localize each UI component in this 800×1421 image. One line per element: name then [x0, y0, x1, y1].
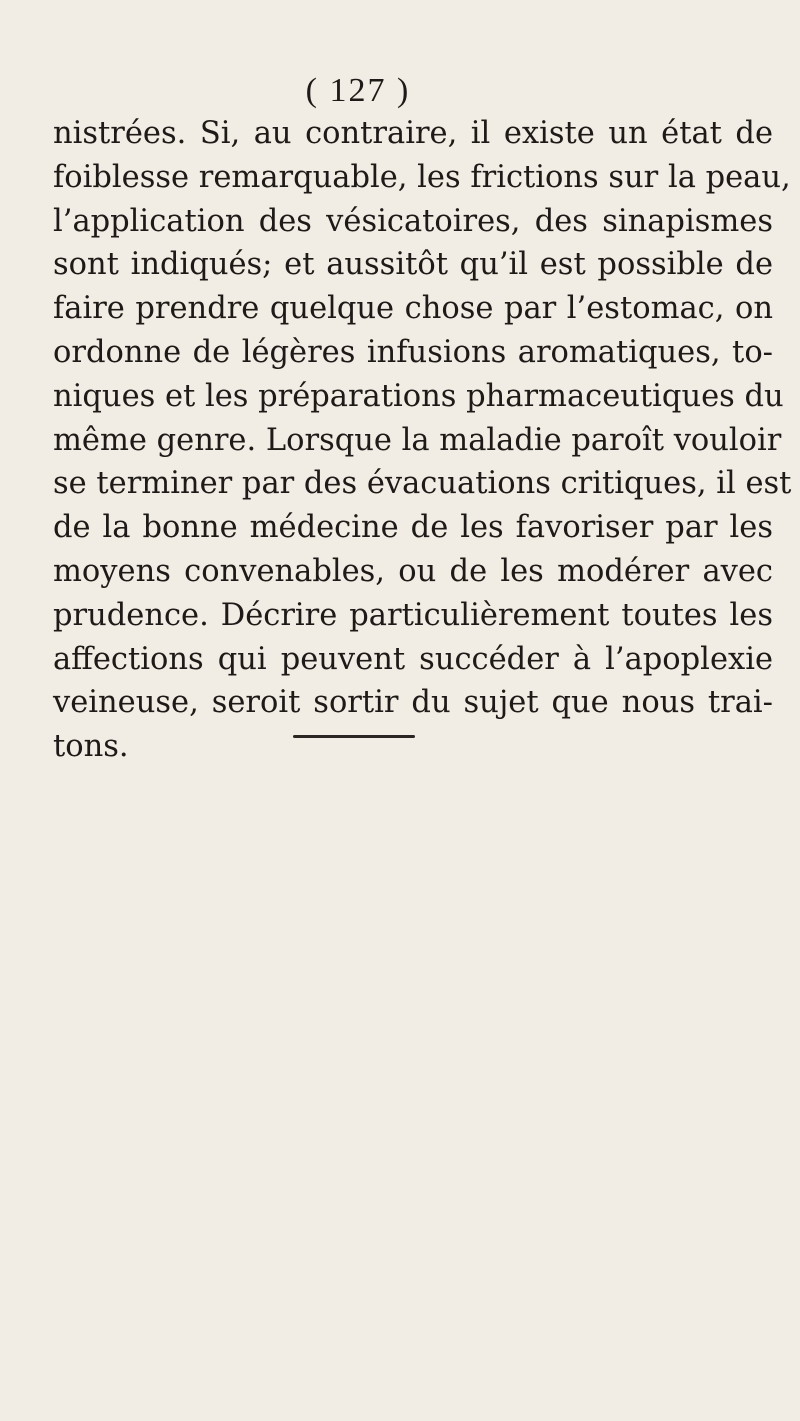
text-line: moyens convenables, ou de les modérer avec	[53, 553, 773, 589]
text-line: l’application des vésicatoires, des sinapismes	[53, 203, 773, 239]
text-line: se terminer par des évacuations critiques, il est	[53, 466, 792, 502]
text-line: foiblesse remarquable, les frictions sur la peau,	[53, 159, 791, 195]
text-line: faire prendre quelque chose par l’estomac, on	[53, 291, 773, 327]
text-line: tons.	[53, 729, 129, 765]
text-line: même genre. Lorsque la maladie paroît vouloir	[53, 422, 782, 458]
text-line: nistrées. Si, au contraire, il existe un état de	[53, 116, 773, 151]
text-line: ordonne de légères infusions aromatiques, to-	[53, 334, 773, 370]
text-line: de la bonne médecine de les favoriser par les	[53, 510, 773, 546]
page-number: ( 127 )	[305, 72, 411, 109]
text-line: veineuse, seroit sortir du sujet que nous trai-	[53, 685, 773, 721]
text-line: niques et les préparations pharmaceutiques du	[53, 378, 784, 414]
text-line: prudence. Décrire particulièrement toutes les	[53, 597, 773, 633]
text-line: affections qui peuvent succéder à l’apoplexie	[53, 641, 773, 677]
text-line: sont indiqués; et aussitôt qu’il est possible de	[53, 247, 773, 283]
body-paragraph	[53, 112, 792, 769]
section-divider	[293, 735, 415, 738]
